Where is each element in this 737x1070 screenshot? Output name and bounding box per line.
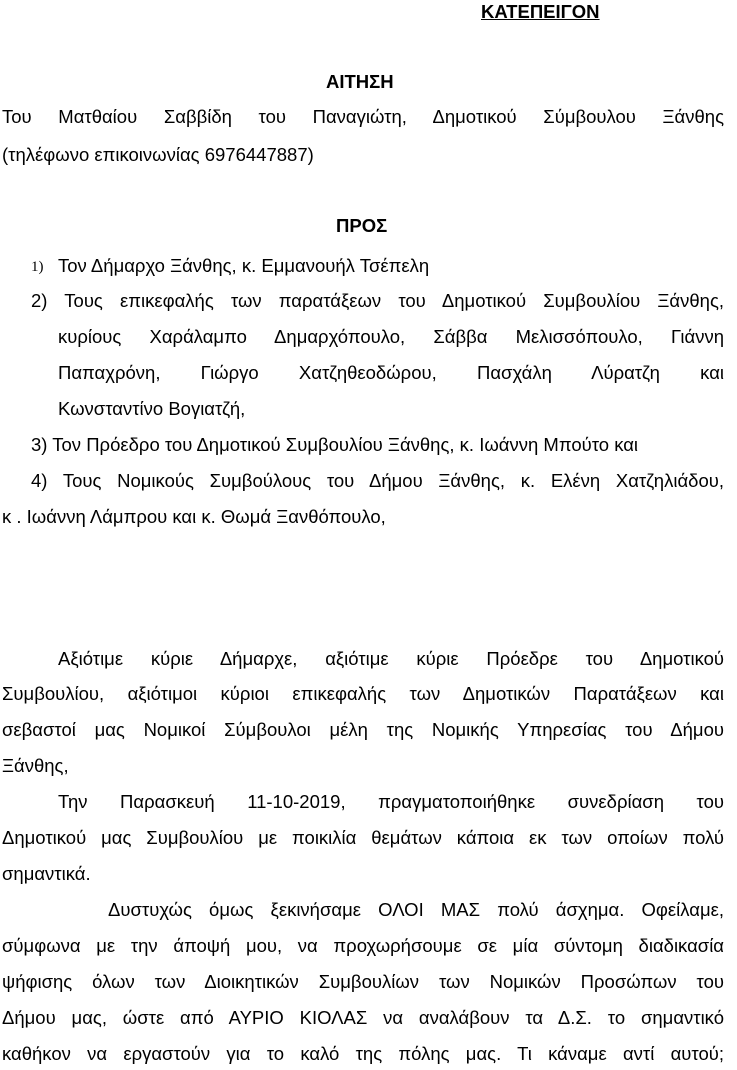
recipient-1-number: 1) (31, 259, 44, 275)
paragraph-2-line-3: ψήφισης όλων των Διοικητικών Συμβουλίων των Νομικών Προσώπων του (2, 971, 724, 992)
paragraph-1-line-1: Την Παρασκευή 11-10-2019, πραγματοποιήθηκε συνεδρίαση του (58, 791, 724, 812)
sender-line-1: Του Ματθαίου Σαββίδη του Παναγιώτη, Δημοτικού Σύμβουλου Ξάνθης (2, 106, 724, 127)
sender-line-2: (τηλέφωνο επικοινωνίας 6976447887) (2, 144, 314, 165)
salutation-line-1: Αξιότιμε κύριε Δήμαρχε, αξιότιμε κύριε Πρόεδρε του Δημοτικού (58, 648, 724, 669)
paragraph-1-line-2: Δημοτικού μας Συμβουλίου με ποικιλία θεμάτων κάποια εκ των οποίων πολύ (2, 827, 724, 848)
recipient-1: Τον Δήμαρχο Ξάνθης, κ. Εμμανουήλ Τσέπελη (58, 255, 430, 276)
salutation-line-2: Συμβουλίου, αξιότιμοι κύριοι επικεφαλής των Δημοτικών Παρατάξεων και (2, 683, 724, 704)
recipient-3: 3) Τον Πρόεδρο του Δημοτικού Συμβουλίου Ξάνθης, κ. Ιωάννη Μπούτο και (31, 434, 639, 455)
paragraph-2-line-1: Δυστυχώς όμως ξεκινήσαμε ΟΛΟΙ ΜΑΣ πολύ άσχημα. Οφείλαμε, (108, 899, 724, 920)
paragraph-1-line-3: σημαντικά. (2, 863, 91, 884)
paragraph-2-line-5: καθήκον να εργαστούν για το καλό της πόλης μας. Τι κάναμε αντί αυτού; (2, 1043, 724, 1064)
recipient-2-line-4: Κωνσταντίνο Βογιατζή, (58, 398, 246, 419)
recipient-2-line-2: κυρίους Χαράλαμπο Δημαρχόπουλο, Σάββα Μελισσόπουλο, Γιάννη (58, 326, 724, 347)
salutation-line-3: σεβαστοί μας Νομικοί Σύμβουλοι μέλη της Νομικής Υπηρεσίας του Δήμου (2, 719, 724, 740)
urgent-label: ΚΑΤΕΠΕΙΓΟΝ (481, 1, 600, 22)
recipient-4-line-2: κ . Ιωάννη Λάμπρου και κ. Θωμά Ξανθόπουλο, (2, 506, 386, 527)
request-title: ΑΙΤΗΣΗ (326, 71, 394, 92)
recipient-4-line-1: 4) Τους Νομικούς Συμβούλους του Δήμου Ξάνθης, κ. Ελένη Χατζηλιάδου, (31, 470, 724, 491)
to-title: ΠΡΟΣ (336, 215, 388, 236)
recipient-2-line-3: Παπαχρόνη, Γιώργο Χατζηθεοδώρου, Πασχάλη Λύρατζη και (58, 362, 724, 383)
paragraph-2-line-2: σύμφωνα με την άποψή μου, να προχωρήσουμε σε μία σύντομη διαδικασία (2, 935, 724, 956)
salutation-line-4: Ξάνθης, (2, 755, 69, 776)
paragraph-2-line-4: Δήμου μας, ώστε από ΑΥΡΙΟ ΚΙΟΛΑΣ να αναλάβουν τα Δ.Σ. το σημαντικό (2, 1007, 724, 1028)
recipient-2-line-1: 2) Τους επικεφαλής των παρατάξεων του Δημοτικού Συμβουλίου Ξάνθης, (31, 290, 724, 311)
